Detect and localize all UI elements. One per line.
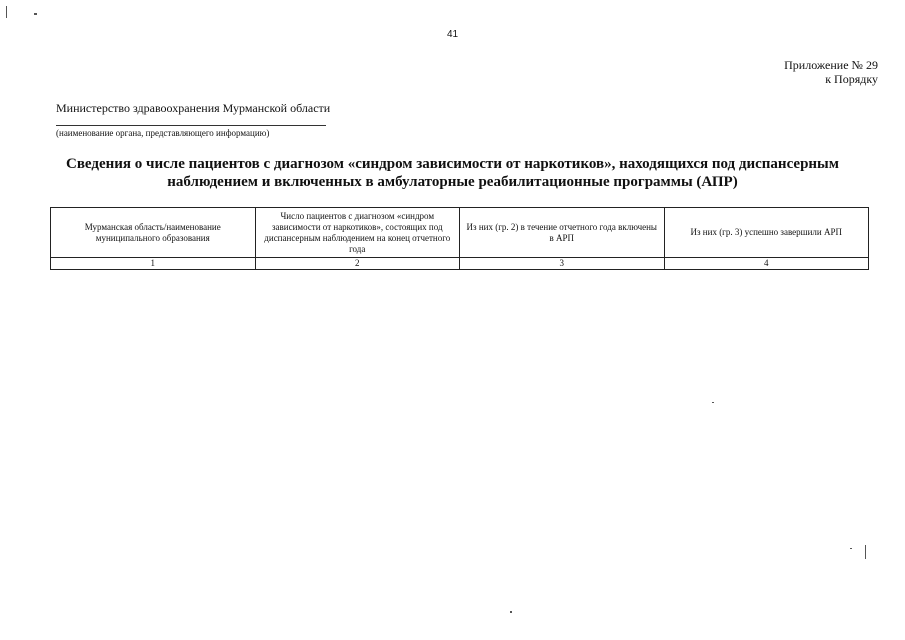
organization-name: Министерство здравоохранения Мурманской области — [56, 101, 331, 115]
column-number-4: 4 — [664, 258, 869, 270]
table-header-cell-patients: Число пациентов с диагнозом «синдром зависимости от наркотиков», состоящих под диспансерным наблюдением на конец отчетного года — [255, 208, 460, 258]
table-header-cell-region: Мурманская область/наименование муниципального образования — [51, 208, 256, 258]
appendix-order: к Порядку — [825, 72, 878, 86]
column-number-1: 1 — [51, 258, 256, 270]
scan-speck — [6, 6, 7, 18]
report-table — [50, 207, 869, 270]
document-title — [40, 155, 865, 191]
appendix-number: Приложение № 29 — [784, 58, 878, 72]
document-title-line-2: наблюдением и включенных в амбулаторные реабилитационные программы (АПР) — [167, 174, 738, 190]
scan-speck — [510, 611, 512, 613]
column-number-3: 3 — [460, 258, 665, 270]
scan-speck — [712, 402, 714, 403]
organization-underline — [56, 125, 326, 126]
organization-caption: (наименование органа, представляющего информацию) — [56, 128, 270, 138]
table-header-row — [51, 208, 869, 258]
table-column-number-row — [51, 258, 869, 270]
scan-speck — [850, 548, 852, 549]
table-header-cell-included: Из них (гр. 2) в течение отчетного года включены в АРП — [460, 208, 665, 258]
document-title-line-1: Сведения о числе пациентов с диагнозом «синдром зависимости от наркотиков», находящихся под диспансерным — [66, 156, 839, 172]
table-header-cell-completed: Из них (гр. 3) успешно завершили АРП — [664, 208, 869, 258]
appendix-reference — [784, 58, 878, 86]
column-number-2: 2 — [255, 258, 460, 270]
scan-speck — [34, 13, 37, 15]
page-number: 41 — [446, 29, 459, 40]
scan-speck — [865, 545, 866, 559]
